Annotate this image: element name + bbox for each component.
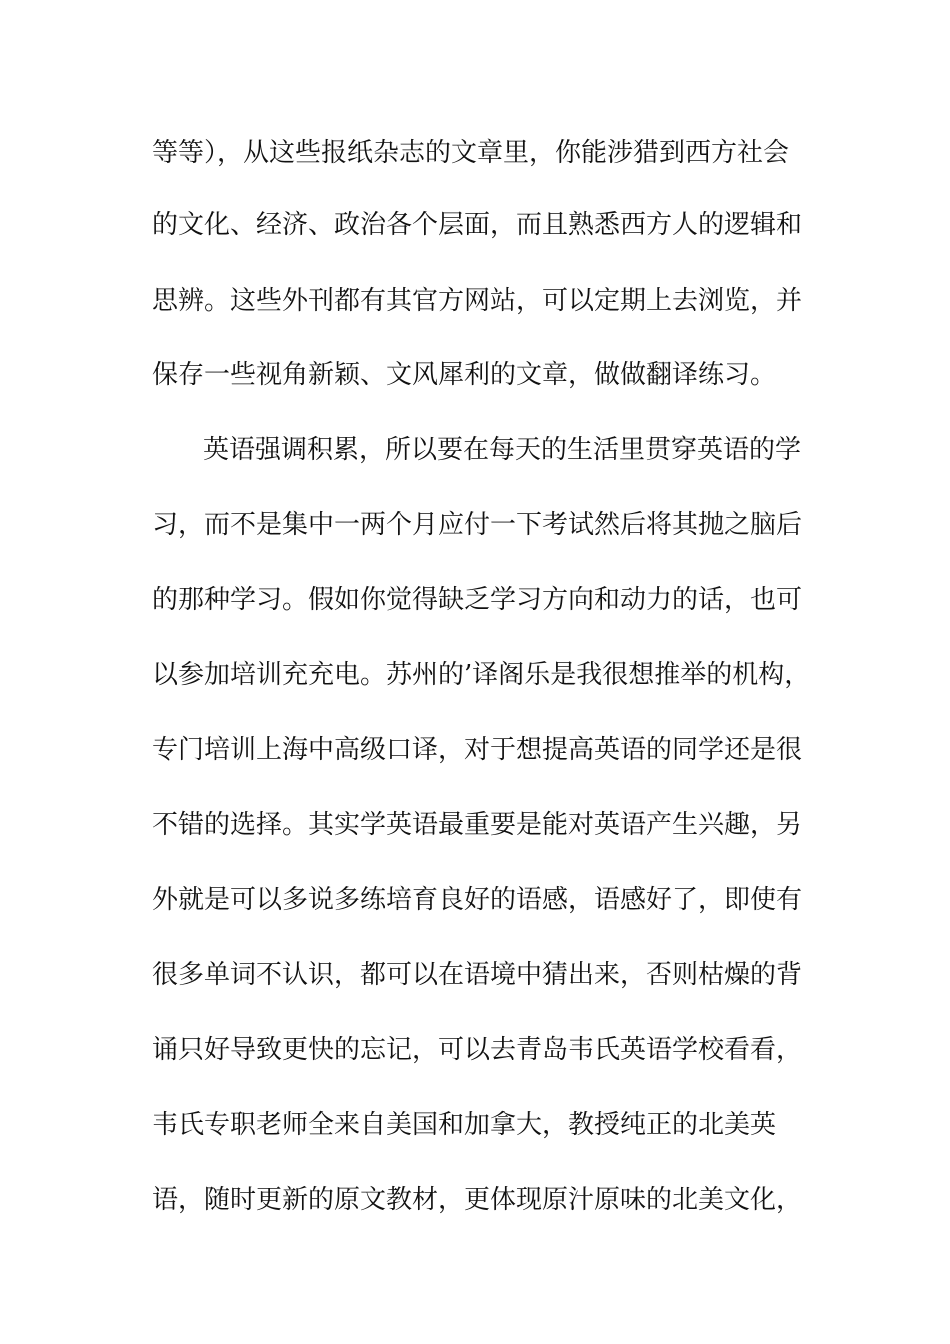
text-line: 不错的选择。其实学英语最重要是能对英语产生兴趣，另	[152, 810, 803, 840]
text-line: 语，随时更新的原文教材，更体现原汁原味的北美文化，	[152, 1185, 803, 1215]
text-line: 专门培训上海中高级口译，对于想提高英语的同学还是很	[152, 735, 803, 765]
text-line: 外就是可以多说多练培育良好的语感，语感好了，即使有	[152, 885, 803, 915]
paragraph-first-line: 英语强调积累，所以要在每天的生活里贯穿英语的学	[203, 435, 802, 465]
text-line: 思辨。这些外刊都有其官方网站，可以定期上去浏览，并	[152, 286, 803, 316]
text-line: 的文化、经济、政治各个层面，而且熟悉西方人的逻辑和	[152, 210, 803, 240]
text-line: 很多单词不认识，都可以在语境中猜出来，否则枯燥的背	[152, 960, 803, 990]
text-line: 韦氏专职老师全来自美国和加拿大，教授纯正的北美英	[152, 1110, 777, 1140]
text-line: 保存一些视角新颖、文风犀利的文章，做做翻译练习。	[152, 360, 777, 390]
text-line: 等等），从这些报纸杂志的文章里，你能涉猎到西方社会	[152, 138, 790, 168]
text-line: 以参加培训充充电。苏州的’译阁乐是我很想推举的机构，	[152, 660, 811, 690]
text-line: 习，而不是集中一两个月应付一下考试然后将其抛之脑后	[152, 510, 803, 540]
text-line: 诵只好导致更快的忘记，可以去青岛韦氏英语学校看看，	[152, 1035, 803, 1065]
text-line: 的那种学习。假如你觉得缺乏学习方向和动力的话，也可	[152, 585, 803, 615]
